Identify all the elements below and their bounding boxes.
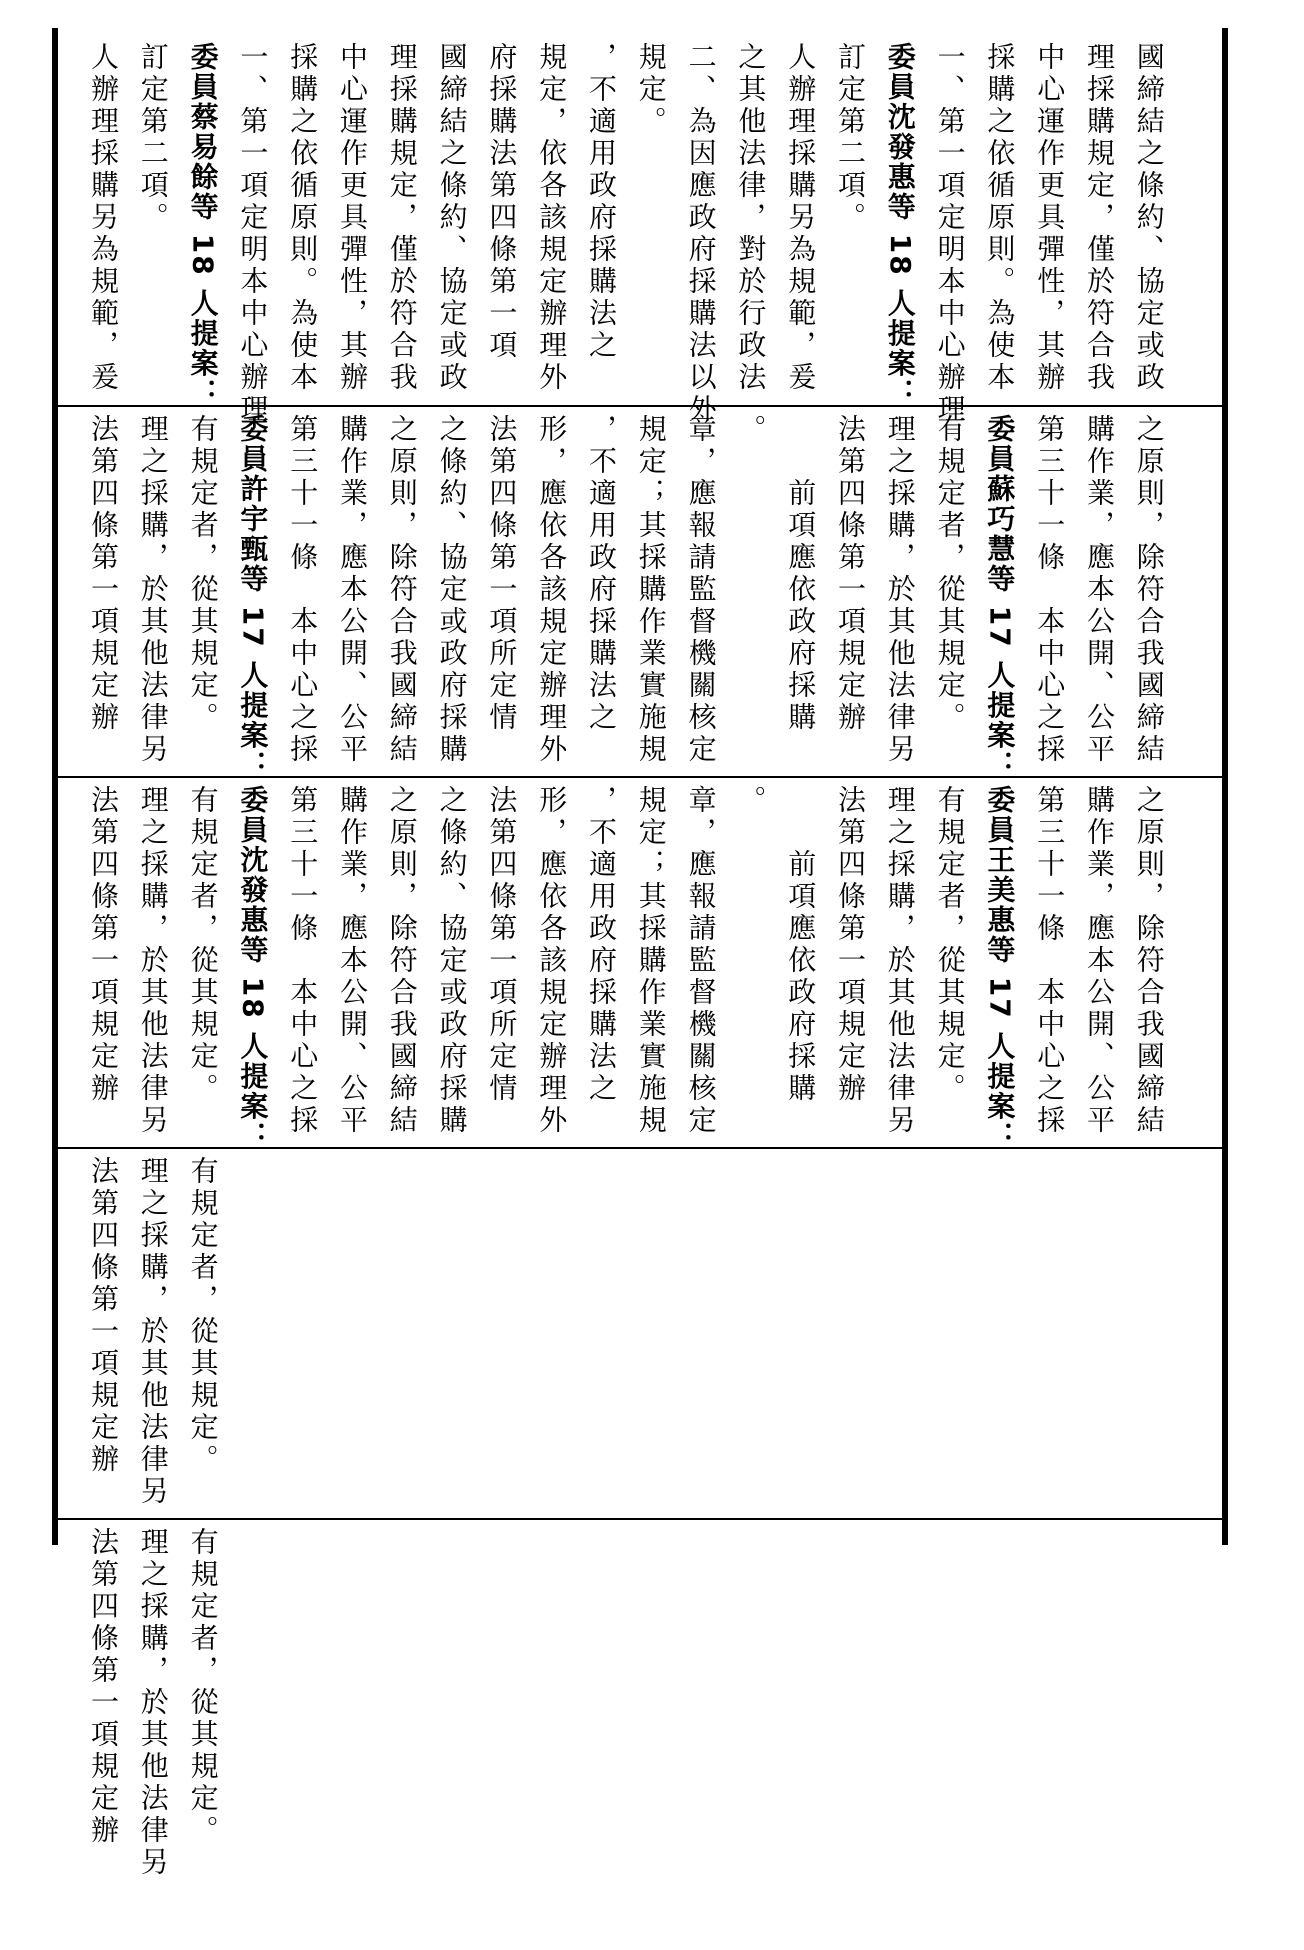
text-line: 有規定者，從其規定。: [186, 785, 220, 1105]
row-divider: [52, 1518, 1228, 1520]
text-line: 之其他法律，對於行政法: [734, 42, 768, 394]
text-line: 有規定者，從其規定。: [186, 414, 220, 734]
text-line: 一、第一項定明本中心辦理: [933, 42, 967, 426]
text-line: 採購之依循原則。為使本: [983, 42, 1017, 394]
proposal-heading: 委員沈發惠等 18 人提案：: [236, 785, 270, 1152]
text-line: 人辦理採購另為規範，爰: [87, 42, 120, 394]
table-cell-row-3: [60, 785, 1220, 1152]
text-line: 理之採購，於其他法律另: [136, 414, 170, 766]
text-line: 第三十一條 本中心之採: [1033, 414, 1067, 766]
text-line: 法第四條第一項規定辦: [87, 1527, 120, 1847]
text-line: 法第四條第一項所定情: [485, 785, 519, 1105]
row-divider: [52, 776, 1228, 778]
text-line: 理之採購，於其他法律另: [883, 414, 917, 766]
text-line: 購作業，應本公開、公平: [336, 785, 369, 1137]
proposal-heading: 委員蔡易餘等 18 人提案：: [186, 42, 220, 409]
text-line: 之原則，除符合我國締結: [385, 414, 419, 766]
text-line: 二、為因應政府採購法以外: [684, 42, 718, 426]
text-line: 法第四條第一項規定辦: [87, 414, 120, 734]
text-line: 之原則，除符合我國締結: [1132, 414, 1166, 766]
text-line: 之條約、協定或政府採購: [435, 414, 469, 766]
proposal-heading: 委員王美惠等 17 人提案：: [983, 785, 1017, 1152]
text-line: 法第四條第一項所定情: [485, 414, 519, 734]
text-line: 之原則，除符合我國締結: [1132, 785, 1166, 1137]
table-cell-row-1: [60, 42, 1220, 426]
text-line: 規定；其採購作業實施規: [634, 785, 668, 1137]
text-line: 理之採購，於其他法律另: [136, 785, 170, 1137]
text-line: 國締結之條約、協定或政: [435, 42, 469, 394]
table-border-left: [52, 28, 58, 1545]
text-line: 採購之依循原則。為使本: [286, 42, 320, 394]
text-line: 國締結之條約、協定或政: [1132, 42, 1166, 394]
text-line: 購作業，應本公開、公平: [1083, 414, 1116, 766]
text-line: ，不適用政府採購法之: [585, 414, 618, 734]
text-line: 之條約、協定或政府採購: [435, 785, 469, 1137]
table-cell-row-2: [60, 414, 1220, 781]
text-line: 有規定者，從其規定。: [933, 785, 967, 1105]
text-line: 理之採購，於其他法律另: [136, 1156, 170, 1508]
proposal-heading: 委員蘇巧慧等 17 人提案：: [983, 414, 1017, 781]
text-line: 有規定者，從其規定。: [186, 1156, 220, 1476]
text-line: 。: [734, 785, 768, 817]
text-line: 規定。: [634, 42, 668, 138]
text-line: 形，應依各該規定辦理外: [535, 414, 569, 766]
proposal-heading: 委員許宇甄等 17 人提案：: [236, 414, 270, 781]
table-cell-row-5: [60, 1527, 1220, 1897]
row-divider: [52, 405, 1228, 407]
text-line: 前項應依政府採購: [784, 414, 818, 734]
text-line: 規定；其採購作業實施規: [634, 414, 668, 766]
proposal-heading: 委員沈發惠等 18 人提案：: [883, 42, 917, 409]
text-line: 理之採購，於其他法律另: [136, 1527, 170, 1879]
text-line: 法第四條第一項規定辦: [87, 1156, 120, 1476]
text-line: 中心運作更具彈性，其辦: [336, 42, 369, 394]
text-line: ，不適用政府採購法之: [585, 42, 618, 362]
row-divider: [52, 1147, 1228, 1149]
text-line: 法第四條第一項規定辦: [834, 785, 867, 1105]
table-border-right: [1222, 28, 1228, 1545]
text-line: 第三十一條 本中心之採: [286, 414, 320, 766]
text-line: 法第四條第一項規定辦: [87, 785, 120, 1105]
text-line: 府採購法第四條第一項: [485, 42, 519, 362]
text-line: 前項應依政府採購: [784, 785, 818, 1105]
text-line: ，不適用政府採購法之: [585, 785, 618, 1105]
text-line: 有規定者，從其規定。: [186, 1527, 220, 1847]
text-line: 訂定第二項。: [834, 42, 867, 234]
text-line: 有規定者，從其規定。: [933, 414, 967, 734]
text-line: 規定，依各該規定辦理外: [535, 42, 569, 394]
text-line: 之原則，除符合我國締結: [385, 785, 419, 1137]
text-line: 購作業，應本公開、公平: [336, 414, 369, 766]
text-line: 章，應報請監督機關核定: [684, 785, 718, 1137]
table-cell-row-4: [60, 1156, 1220, 1511]
text-line: 購作業，應本公開、公平: [1083, 785, 1116, 1137]
text-line: 一、第一項定明本中心辦理: [236, 42, 270, 426]
text-line: 。: [734, 414, 768, 446]
text-line: 訂定第二項。: [136, 42, 170, 234]
text-line: 理採購規定，僅於符合我: [385, 42, 419, 394]
text-line: 理之採購，於其他法律另: [883, 785, 917, 1137]
text-line: 章，應報請監督機關核定: [684, 414, 718, 766]
text-line: 形，應依各該規定辦理外: [535, 785, 569, 1137]
text-line: 人辦理採購另為規範，爰: [784, 42, 818, 394]
text-line: 第三十一條 本中心之採: [1033, 785, 1067, 1137]
text-line: 理採購規定，僅於符合我: [1083, 42, 1116, 394]
text-line: 法第四條第一項規定辦: [834, 414, 867, 734]
text-line: 中心運作更具彈性，其辦: [1033, 42, 1067, 394]
text-line: 第三十一條 本中心之採: [286, 785, 320, 1137]
